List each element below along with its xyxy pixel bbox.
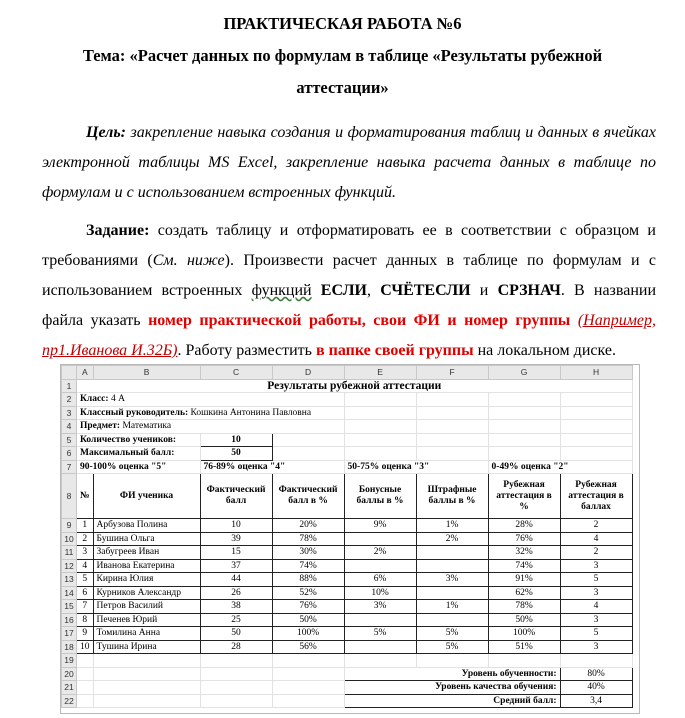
column-header-row xyxy=(62,366,633,380)
data-cell: 3 xyxy=(560,559,632,573)
filename-example: (Например, пр1.Иванова И.32Б) xyxy=(42,312,657,359)
data-cell: 2 xyxy=(560,519,632,533)
row-number: 2 xyxy=(62,393,77,407)
row-number: 12 xyxy=(62,559,77,573)
data-cell: 2 xyxy=(77,532,94,546)
data-cell: 5% xyxy=(416,627,488,641)
column-header: F xyxy=(416,366,488,380)
student-name-cell: Петров Василий xyxy=(93,600,200,614)
subject-label: Предмет: xyxy=(80,421,121,432)
student-name-cell: Бушина Ольга xyxy=(93,532,200,546)
header-cell: Рубежная аттестация в % xyxy=(488,474,560,519)
row-number: 20 xyxy=(62,667,77,681)
student-name-cell: Курников Александр xyxy=(93,586,200,600)
data-cell: 32% xyxy=(488,546,560,560)
student-name-cell: Кирина Юлия xyxy=(93,573,200,587)
data-cell: 74% xyxy=(488,559,560,573)
row-number: 5 xyxy=(62,433,77,447)
task-text-5: и xyxy=(470,282,498,299)
data-cell: 76% xyxy=(488,532,560,546)
data-cell: 3 xyxy=(560,640,632,654)
row-number: 8 xyxy=(62,474,77,519)
row-number: 16 xyxy=(62,613,77,627)
table-row xyxy=(62,559,633,573)
data-cell: 1% xyxy=(416,519,488,533)
task-text-7 xyxy=(570,312,578,329)
excel-sheet-image xyxy=(60,364,640,714)
data-cell: 91% xyxy=(488,573,560,587)
data-cell: 5 xyxy=(77,573,94,587)
data-cell: 5% xyxy=(416,640,488,654)
max-score-value: 50 xyxy=(200,447,272,461)
task-text-1: создать таблицу и отформатировать ее в соответствии с образцом и требованиями ( xyxy=(42,222,656,269)
data-cell: 51% xyxy=(488,640,560,654)
data-cell: 4 xyxy=(77,559,94,573)
data-cell: 88% xyxy=(272,573,344,587)
page-title: ПРАКТИЧЕСКАЯ РАБОТА №6 xyxy=(223,14,462,33)
data-cell: 20% xyxy=(272,519,344,533)
data-cell: 52% xyxy=(272,586,344,600)
header-cell: ФИ ученика xyxy=(93,474,200,519)
data-cell xyxy=(344,613,416,627)
header-cell: Бонусные баллы в % xyxy=(344,474,416,519)
header-cell: Фактический балл в % xyxy=(272,474,344,519)
row-number: 4 xyxy=(62,420,77,434)
header-cell: № xyxy=(77,474,94,519)
data-cell: 25 xyxy=(200,613,272,627)
data-cell: 62% xyxy=(488,586,560,600)
task-text-2: ). Произвести расчет данных в таблице по формулам и с использованием встроенных xyxy=(42,252,657,299)
summary-value: 40% xyxy=(560,681,632,695)
topic-line-1: Тема: «Расчет данных по формулам в таблице «Результаты рубежной xyxy=(82,46,603,65)
data-cell: 37 xyxy=(200,559,272,573)
table-row xyxy=(62,640,633,654)
data-cell: 5% xyxy=(344,627,416,641)
filename-requirement: номер практической работы, свои ФИ и номер группы xyxy=(148,312,571,329)
data-cell: 1 xyxy=(77,519,94,533)
row-number: 17 xyxy=(62,627,77,641)
table-header-row xyxy=(62,474,633,519)
subject-value: Математика xyxy=(120,421,172,432)
data-cell: 44 xyxy=(200,573,272,587)
data-cell: 4 xyxy=(560,600,632,614)
task-functions-word: функций xyxy=(251,282,312,299)
teacher-info xyxy=(77,406,345,420)
data-cell: 3% xyxy=(344,600,416,614)
data-cell xyxy=(416,613,488,627)
data-cell: 26 xyxy=(200,586,272,600)
data-cell: 78% xyxy=(488,600,560,614)
data-cell xyxy=(416,586,488,600)
summary-label: Уровень обученности: xyxy=(344,667,560,681)
data-cell: 78% xyxy=(272,532,344,546)
data-cell: 38 xyxy=(200,600,272,614)
column-header: B xyxy=(93,366,200,380)
task-label: Задание: xyxy=(86,222,150,239)
summary-value: 80% xyxy=(560,667,632,681)
data-cell xyxy=(416,546,488,560)
class-info xyxy=(77,393,345,407)
data-cell: 9 xyxy=(77,627,94,641)
grade-4-rule: 76-89% оценка "4" xyxy=(200,460,344,474)
table-row xyxy=(62,573,633,587)
row-number: 3 xyxy=(62,406,77,420)
row-number: 9 xyxy=(62,519,77,533)
student-name-cell: Арбузова Полина xyxy=(93,519,200,533)
summary-label: Средний балл: xyxy=(344,694,560,708)
class-value: 4 А xyxy=(108,394,125,405)
function-countif: СЧЁТЕСЛИ xyxy=(380,282,471,299)
data-cell: 10 xyxy=(200,519,272,533)
goal-label: Цель: xyxy=(86,124,126,141)
column-header: E xyxy=(344,366,416,380)
grade-5-rule: 90-100% оценка "5" xyxy=(77,460,201,474)
data-cell: 3 xyxy=(77,546,94,560)
row-number: 14 xyxy=(62,586,77,600)
student-name-cell: Тушина Ирина xyxy=(93,640,200,654)
data-cell: 30% xyxy=(272,546,344,560)
summary-label: Уровень качества обучения: xyxy=(344,681,560,695)
row-number: 18 xyxy=(62,640,77,654)
data-cell xyxy=(344,640,416,654)
student-name-cell: Забугреев Иван xyxy=(93,546,200,560)
data-cell: 15 xyxy=(200,546,272,560)
table-row xyxy=(62,519,633,533)
spreadsheet-table xyxy=(61,365,633,708)
teacher-label: Классный руководитель: xyxy=(80,407,189,418)
task-text-4: , xyxy=(367,282,381,299)
data-cell: 5 xyxy=(560,573,632,587)
row-number: 6 xyxy=(62,447,77,461)
data-cell: 3 xyxy=(560,586,632,600)
data-cell: 7 xyxy=(77,600,94,614)
data-cell: 6% xyxy=(344,573,416,587)
student-name-cell: Иванова Екатерина xyxy=(93,559,200,573)
sheet-title: Результаты рубежной аттестации xyxy=(77,379,633,393)
data-cell: 3% xyxy=(416,573,488,587)
table-row xyxy=(62,586,633,600)
data-cell: 4 xyxy=(560,532,632,546)
table-row xyxy=(62,532,633,546)
topic-line-2: аттестации» xyxy=(296,78,389,97)
class-label: Класс: xyxy=(80,394,109,405)
data-cell: 50% xyxy=(272,613,344,627)
student-name-cell: Печенев Юрий xyxy=(93,613,200,627)
column-header: H xyxy=(560,366,632,380)
task-paragraph xyxy=(42,216,656,366)
data-cell: 74% xyxy=(272,559,344,573)
table-row xyxy=(62,627,633,641)
data-cell: 9% xyxy=(344,519,416,533)
count-value: 10 xyxy=(200,433,272,447)
teacher-value: Кошкина Антонина Павловна xyxy=(188,407,312,418)
grade-2-rule: 0-49% оценка "2" xyxy=(488,460,632,474)
data-cell: 39 xyxy=(200,532,272,546)
data-cell: 8 xyxy=(77,613,94,627)
table-row xyxy=(62,546,633,560)
function-average: СРЗНАЧ xyxy=(497,282,561,299)
folder-requirement: в папке своей группы xyxy=(315,342,474,359)
data-cell: 1% xyxy=(416,600,488,614)
task-see-below: См. ниже xyxy=(152,252,225,269)
header-cell: Штрафные баллы в % xyxy=(416,474,488,519)
row-number: 7 xyxy=(62,460,77,474)
table-row xyxy=(62,600,633,614)
data-cell: 2 xyxy=(560,546,632,560)
count-label: Количество учеников: xyxy=(77,433,201,447)
task-text-3 xyxy=(312,282,321,299)
data-cell: 50% xyxy=(488,613,560,627)
row-number: 11 xyxy=(62,546,77,560)
data-cell: 56% xyxy=(272,640,344,654)
data-cell: 10% xyxy=(344,586,416,600)
task-text-8: . Работу разместить xyxy=(177,342,316,359)
goal-text: закрепление навыка создания и форматирования таблиц и данных в ячейках электронной таблицы MS Excel, закрепление навыка расчета данных в таблице по формулам и с использованием встроенных функций. xyxy=(42,124,656,201)
goal-paragraph xyxy=(42,118,656,208)
data-cell xyxy=(344,559,416,573)
task-text-9: на локальном диске. xyxy=(473,342,616,359)
column-header: G xyxy=(488,366,560,380)
row-number: 21 xyxy=(62,681,77,695)
data-cell: 2% xyxy=(416,532,488,546)
function-if: ЕСЛИ xyxy=(320,282,367,299)
data-cell: 5 xyxy=(560,627,632,641)
data-cell: 100% xyxy=(488,627,560,641)
row-number: 13 xyxy=(62,573,77,587)
row-number: 22 xyxy=(62,694,77,708)
data-cell: 28 xyxy=(200,640,272,654)
table-row xyxy=(62,613,633,627)
task-text-6: . В названии файла указать xyxy=(42,282,656,329)
data-cell: 6 xyxy=(77,586,94,600)
data-cell: 10 xyxy=(77,640,94,654)
data-cell: 100% xyxy=(272,627,344,641)
grade-3-rule: 50-75% оценка "3" xyxy=(344,460,488,474)
column-header: C xyxy=(200,366,272,380)
header-cell: Фактический балл xyxy=(200,474,272,519)
data-cell: 2% xyxy=(344,546,416,560)
data-cell: 3 xyxy=(560,613,632,627)
column-header: A xyxy=(77,366,94,380)
data-cell: 50 xyxy=(200,627,272,641)
corner-cell xyxy=(62,366,77,380)
row-number: 19 xyxy=(62,654,77,668)
row-number: 15 xyxy=(62,600,77,614)
data-cell: 76% xyxy=(272,600,344,614)
subject-info xyxy=(77,420,345,434)
row-number: 1 xyxy=(62,379,77,393)
student-name-cell: Томилина Анна xyxy=(93,627,200,641)
summary-value: 3,4 xyxy=(560,694,632,708)
column-header: D xyxy=(272,366,344,380)
row-number: 10 xyxy=(62,532,77,546)
max-score-label: Максимальный балл: xyxy=(77,447,201,461)
header-cell: Рубежная аттестация в баллах xyxy=(560,474,632,519)
data-cell xyxy=(344,532,416,546)
data-cell: 28% xyxy=(488,519,560,533)
data-cell xyxy=(416,559,488,573)
